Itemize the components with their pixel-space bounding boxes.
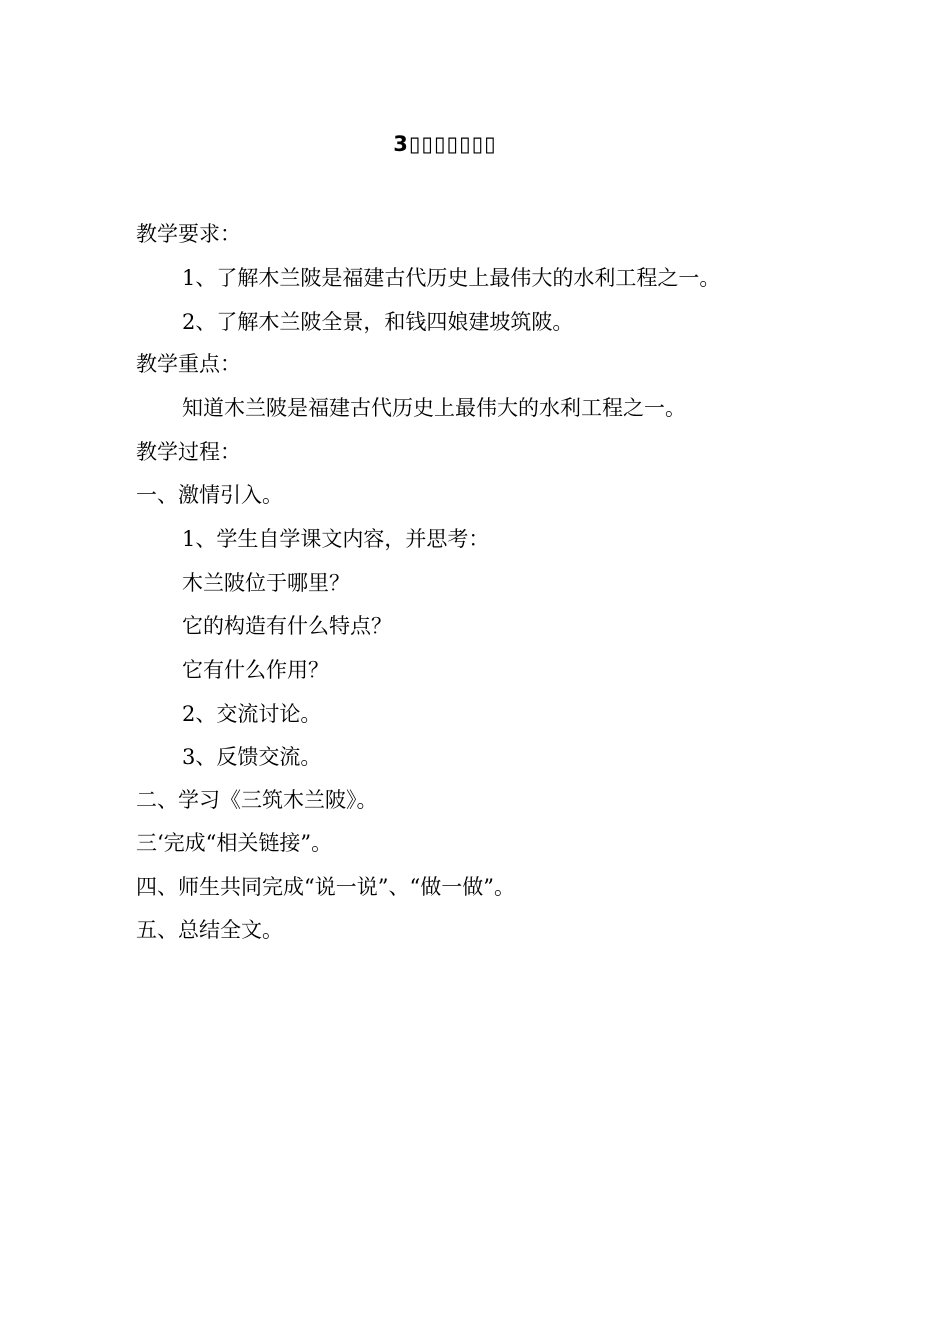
question-3: 它有什么作用？: [182, 658, 329, 682]
key-point-text: 知道木兰陂是福建古代历史上最伟大的水利工程之一。: [182, 396, 686, 420]
process-substep-2: 2、交流讨论。: [182, 702, 322, 726]
requirement-item-1: 1、了解木兰陂是福建古代历史上最伟大的水利工程之一。: [182, 266, 721, 290]
requirement-item-2: 2、了解木兰陂全景，和钱四娘建坡筑陂。: [182, 310, 574, 334]
process-substep-1: 1、学生自学课文内容，并思考：: [182, 527, 490, 551]
question-2: 它的构造有什么特点？: [182, 614, 392, 638]
process-step-3: 三‘完成“相关链接”。: [136, 831, 333, 855]
section-heading-key-points: 教学重点：: [136, 352, 241, 376]
question-1: 木兰陂位于哪里？: [182, 571, 350, 595]
process-step-4: 四、师生共同完成“说一说”、“做一做”。: [136, 875, 515, 899]
document-title: 3▯▯▯▯▯▯▯: [393, 132, 497, 156]
process-substep-3: 3、反馈交流。: [182, 745, 322, 769]
section-heading-process: 教学过程：: [136, 440, 241, 464]
process-step-5: 五、总结全文。: [136, 918, 283, 942]
process-step-1: 一、激情引入。: [136, 483, 283, 507]
process-step-2: 二、学习《三筑木兰陂》。: [136, 788, 378, 812]
section-heading-requirements: 教学要求：: [136, 222, 241, 246]
